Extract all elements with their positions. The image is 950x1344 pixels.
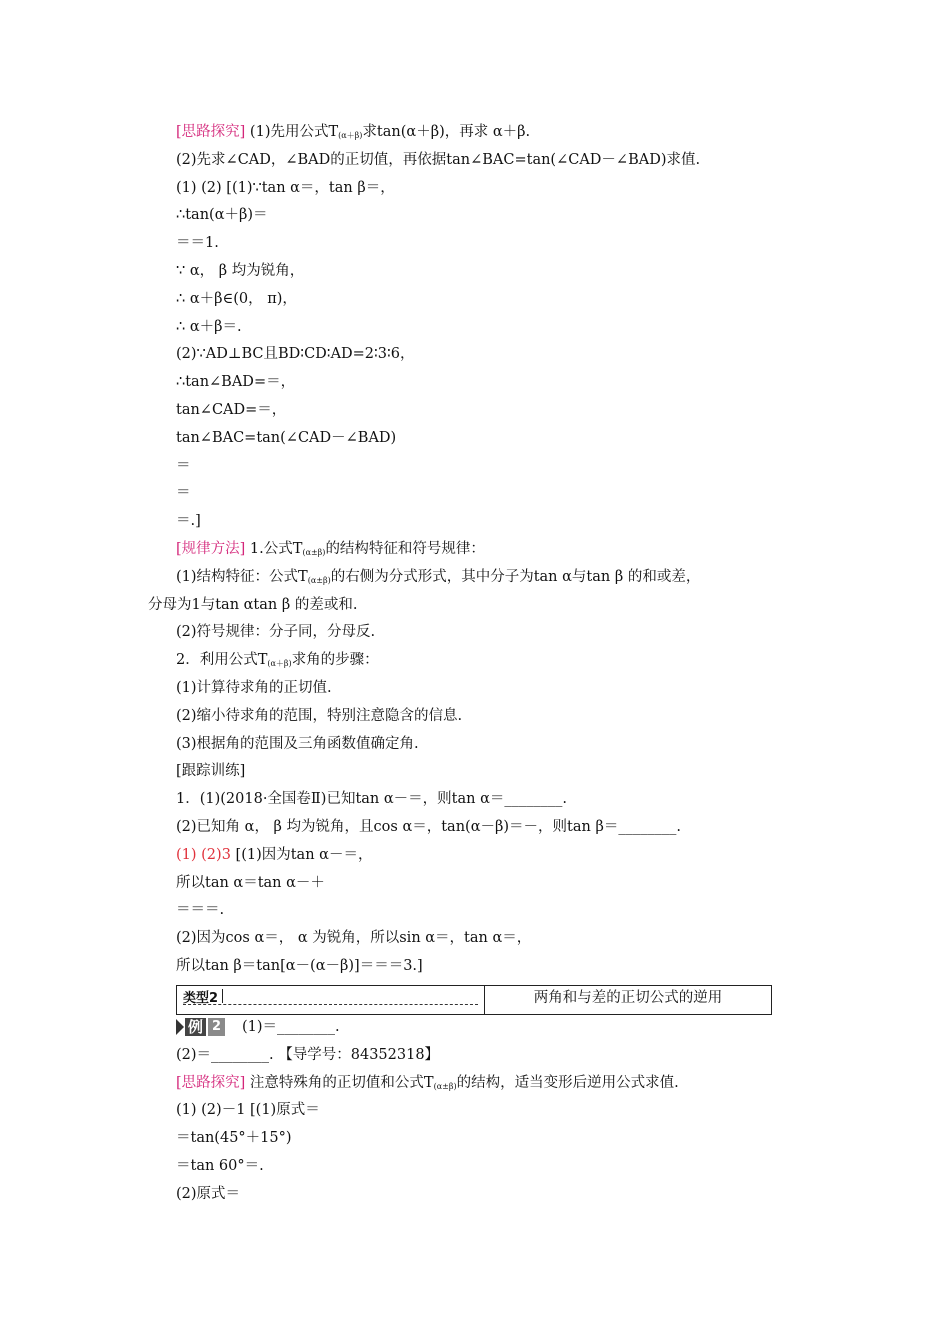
dashed-divider: [183, 1004, 478, 1005]
line-text: 所以tan β＝tan[α－(α－β)]＝＝＝3.]: [176, 958, 423, 974]
text-line: [176, 678, 332, 698]
line-text-tail: 求角的步骤：: [291, 652, 379, 669]
line-text: 注意特殊角的正切值和公式T: [245, 1074, 434, 1091]
line-text: ∵ α， β 均为锐角，: [176, 263, 305, 279]
text-line: [176, 317, 242, 337]
text-line: [242, 1017, 340, 1037]
type-label: 类型2: [183, 987, 218, 1006]
line-text: 2．利用公式T: [176, 652, 268, 669]
text-line: [176, 456, 191, 476]
type-label-cell: [177, 986, 485, 1014]
line-text: [跟踪训练]: [176, 763, 246, 780]
line-text: ＝tan 60°＝.: [176, 1158, 264, 1174]
line-text-tail: 的右侧为分式形式，其中分子为tan α与tan β 的和或差，: [330, 568, 701, 585]
text-line: [176, 956, 423, 976]
line-text: ＝＝＝.: [176, 902, 225, 919]
line-text-tail: 的结构，适当变形后逆用公式求值.: [456, 1074, 679, 1091]
text-line: [176, 734, 419, 754]
text-line: [176, 789, 567, 809]
formula-subscript: (α＋β): [267, 659, 292, 669]
formula-subscript: (α±β): [307, 575, 331, 585]
line-text: (1)计算待求角的正切值.: [176, 680, 332, 696]
text-line: [176, 400, 286, 420]
section-tag: [思路探究]: [176, 1074, 246, 1091]
text-line: [176, 539, 485, 563]
section-tag: [规律方法]: [176, 541, 246, 557]
line-text: (2)原式＝: [176, 1185, 241, 1202]
text-line: [176, 900, 224, 920]
text-line: [176, 1128, 292, 1148]
line-text: (1)结构特征：公式T: [176, 568, 308, 585]
example-word: 例: [185, 1018, 206, 1036]
line-text: (1)先用公式T: [245, 124, 339, 140]
line-text: (1)＝________.: [242, 1019, 340, 1035]
text-line: [176, 344, 415, 364]
line-text: 1．(1)(2018·全国卷Ⅱ)已知tan α－＝，则tan α＝________.: [176, 791, 567, 808]
line-text: 分母为1与tan αtan β 的差或和.: [148, 596, 358, 613]
text-line: [176, 761, 245, 781]
line-text: (2)已知角 α， β 均为锐角，且cos α＝，tan(α－β)＝－，则tan β＝________.: [176, 819, 681, 835]
example-number: 2: [208, 1018, 225, 1036]
text-line: [176, 1100, 320, 1120]
line-text: ∴tan(α＋β)＝: [176, 207, 268, 224]
line-text: (2)缩小待求角的范围，特别注意隐含的信息.: [176, 707, 463, 724]
line-text: ∴ α＋β＝.: [176, 318, 242, 335]
example-badge: [176, 1017, 225, 1037]
line-text: ＝＝1.: [176, 235, 219, 252]
line-text: 1.公式T: [245, 541, 303, 557]
formula-subscript: (α±β): [433, 1081, 457, 1091]
line-text: tan∠CAD=＝，: [176, 402, 287, 418]
text-line: [176, 1073, 679, 1097]
line-text: ＝: [176, 457, 191, 474]
text-line: [176, 511, 201, 531]
text-line: [176, 928, 531, 948]
formula-subscript: (α±β): [302, 548, 326, 557]
text-line: [176, 372, 295, 392]
line-text: ∴ α＋β∈(0， π)，: [176, 290, 297, 307]
text-line: [176, 1184, 240, 1204]
text-line: [176, 233, 219, 253]
line-text: ∴tan∠BAD=＝，: [176, 374, 296, 391]
line-text: (1) (2)－1 [(1)原式＝: [176, 1102, 320, 1119]
line-text: ＝.]: [176, 513, 201, 530]
line-text: tan∠BAC=tan(∠CAD－∠BAD): [176, 429, 397, 446]
line-text: 所以tan α＝tan α－＋: [176, 874, 325, 891]
text-line: [176, 873, 325, 893]
example-arrow-icon: [176, 1019, 184, 1035]
text-line: [176, 122, 530, 146]
text-line: [176, 205, 268, 225]
text-line: [176, 483, 191, 503]
line-text: (2)因为cos α＝， α 为锐角，所以sin α＝，tan α＝，: [176, 930, 532, 947]
type-title: 两角和与差的正切公式的逆用: [533, 990, 723, 1006]
line-text: (2)∵AD⊥BC且BD∶CD∶AD=2∶3∶6，: [176, 346, 415, 363]
type-section-bar: [176, 985, 772, 1015]
text-line: [176, 1156, 264, 1176]
line-text: ＝tan(45°＋15°): [176, 1130, 292, 1147]
answer-text: (1) (2)3: [176, 846, 231, 863]
line-text: (2)＝________. 【导学号：84352318】: [176, 1046, 440, 1063]
line-text: [(1)因为tan α－＝，: [230, 846, 373, 863]
text-line: [176, 428, 396, 448]
formula-subscript: (α＋β): [338, 131, 363, 140]
text-line: [176, 178, 395, 198]
line-text: (1) (2) [(1)∵tan α＝，tan β＝，: [176, 179, 395, 196]
text-line: [176, 650, 379, 674]
text-line: [176, 706, 462, 726]
line-text: (2)先求∠CAD，∠BAD的正切值，再依据tan∠BAC=tan(∠CAD－∠BAD)求值.: [176, 151, 701, 168]
text-line: [176, 261, 304, 281]
line-text: (3)根据角的范围及三角函数值确定角.: [176, 735, 419, 752]
text-line: [176, 150, 700, 170]
section-tag: [思路探究]: [176, 124, 246, 140]
text-line: [176, 289, 297, 309]
text-line: [148, 595, 357, 615]
line-text-tail: 的结构特征和符号规律：: [325, 541, 485, 557]
line-text: ＝: [176, 485, 191, 502]
text-line: [176, 817, 681, 837]
text-line: [176, 1045, 439, 1065]
line-text: (2)符号规律：分子同，分母反.: [176, 624, 376, 641]
text-line: [176, 845, 372, 865]
text-line: [176, 622, 375, 642]
text-line: [176, 567, 700, 591]
line-text-tail: 求tan(α＋β)，再求 α＋β.: [362, 124, 531, 140]
